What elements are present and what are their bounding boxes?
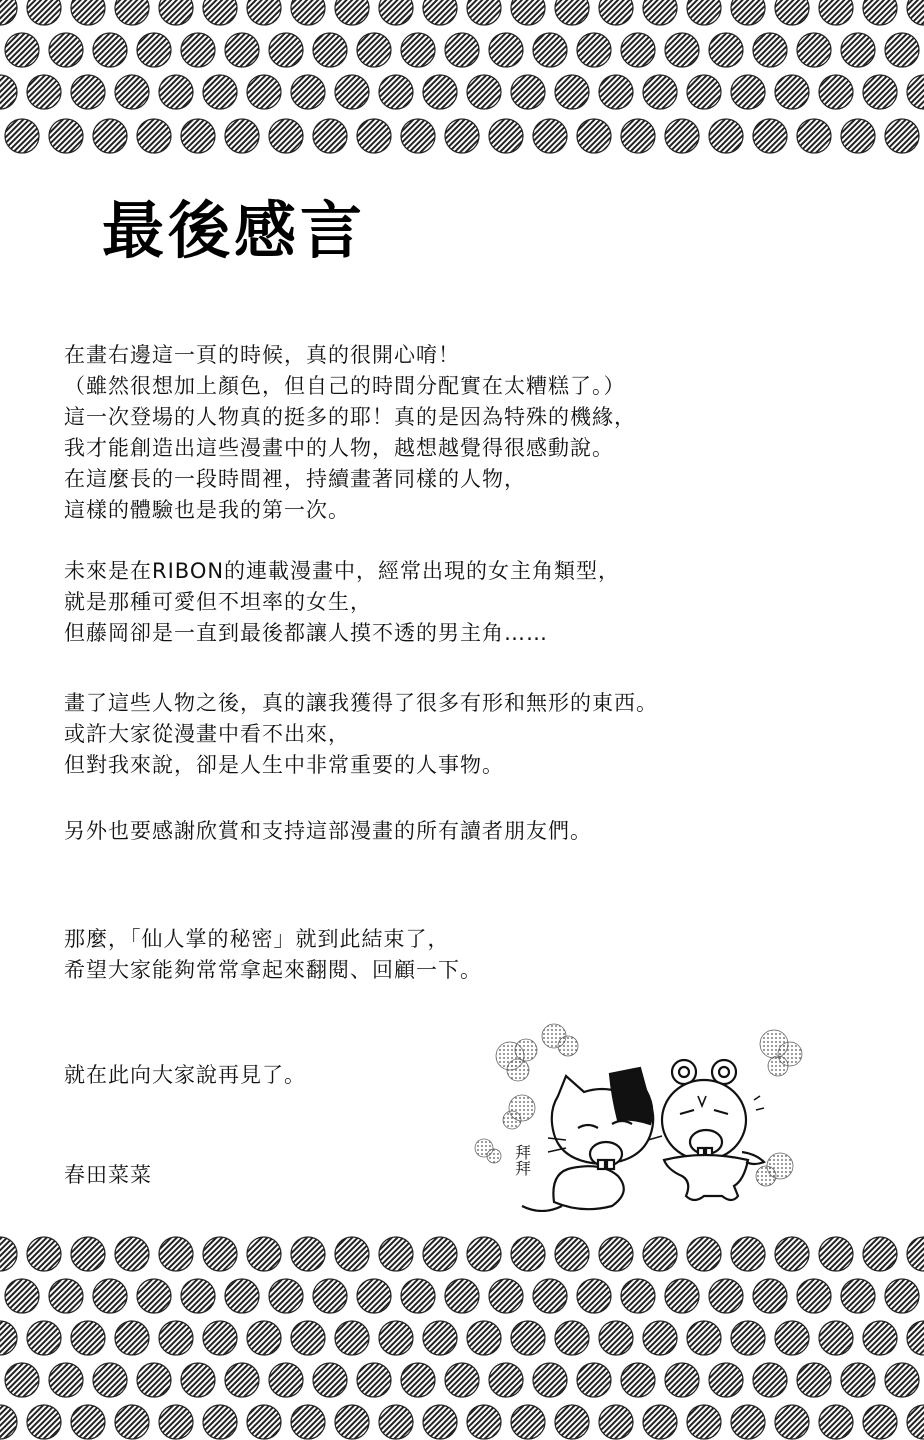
pattern-dot [599,75,633,109]
pattern-dot [93,119,127,153]
characters-illustration [462,1016,832,1212]
pattern-dot [885,1363,919,1397]
pattern-dot [137,33,171,67]
pattern-dot [511,1405,545,1439]
pattern-dot [731,0,765,25]
text-line: 但對我來說，卻是人生中非常重要的人事物。 [64,753,504,777]
text-line: 另外也要感謝欣賞和支持這部漫畫的所有讀者朋友們。 [64,819,592,843]
pattern-dot [489,1279,523,1313]
pattern-dot [467,75,501,109]
pattern-dot [599,1405,633,1439]
text-line: 在畫右邊這一頁的時候，真的很開心唷！ [64,343,460,367]
dot-pattern-bottom [0,1232,924,1440]
pattern-dot [71,0,105,25]
pattern-dot [247,1405,281,1439]
pattern-dot [753,1363,787,1397]
pattern-dot [797,119,831,153]
text-line: 這一次登場的人物真的挺多的耶！真的是因為特殊的機緣， [64,405,636,429]
pattern-dot [93,1279,127,1313]
pattern-dot [379,75,413,109]
pattern-dot [643,1237,677,1271]
pattern-dot [115,1405,149,1439]
pattern-dot [247,0,281,25]
pattern-dot [555,1237,589,1271]
pattern-dot [643,0,677,25]
pattern-dot [753,1279,787,1313]
pattern-dot [423,1237,457,1271]
pattern-dot [159,1237,193,1271]
pattern-dot [555,75,589,109]
pattern-dot [753,33,787,67]
pattern-dot [357,1279,391,1313]
pattern-dot [335,75,369,109]
pattern-dot [577,1279,611,1313]
pattern-dot [225,119,259,153]
text-line: 希望大家能夠常常拿起來翻閱、回顧一下。 [64,958,482,982]
pattern-dot [489,1363,523,1397]
pattern-dot [731,1405,765,1439]
pattern-dot [5,1279,39,1313]
pattern-dot [797,33,831,67]
pattern-dot [621,1363,655,1397]
pattern-dot [5,33,39,67]
pattern-dot [599,1237,633,1271]
pattern-dot [159,1321,193,1355]
pattern-dot [137,119,171,153]
pattern-dot [335,1237,369,1271]
pattern-dot [643,75,677,109]
pattern-dot [27,1405,61,1439]
pattern-dot [841,119,875,153]
pattern-dot [71,1237,105,1271]
pattern-dot [489,119,523,153]
pattern-dot [269,33,303,67]
pattern-dot [863,1237,897,1271]
text-line: 就在此向大家說再見了。 [64,1063,306,1087]
pattern-dot [291,1321,325,1355]
text-line: 就是那種可愛但不坦率的女生， [64,590,372,614]
pattern-dot [753,119,787,153]
pattern-dot [313,33,347,67]
pattern-dot [247,75,281,109]
pattern-dot [907,1405,924,1439]
pattern-dot [27,1237,61,1271]
pattern-dot [885,1279,919,1313]
bear-character [662,1060,764,1200]
pattern-dot [533,1363,567,1397]
pattern-dot [907,0,924,25]
pattern-dot [599,1321,633,1355]
cat-character [522,1068,662,1211]
text-line: 未來是在RIBON的連載漫畫中，經常出現的女主角類型， [64,559,621,583]
paragraph-thanks [64,340,636,526]
pattern-dot [115,75,149,109]
pattern-dot [115,0,149,25]
pattern-dot [467,1237,501,1271]
pattern-dot [533,119,567,153]
pattern-dot [577,119,611,153]
pattern-dot [511,1237,545,1271]
pattern-dot [269,119,303,153]
pattern-dot [687,1405,721,1439]
pattern-dot [819,1237,853,1271]
pattern-dot [665,1363,699,1397]
pattern-dot [93,1363,127,1397]
pattern-dot [379,1321,413,1355]
author-signature [64,1160,152,1191]
pattern-dot [775,1405,809,1439]
pattern-dot [709,1279,743,1313]
pattern-dot [467,1321,501,1355]
pattern-dot [775,1237,809,1271]
pattern-dot [357,33,391,67]
bye-text: 拜拜 [512,1144,532,1176]
pattern-dot [797,1279,831,1313]
pattern-dot [423,75,457,109]
pattern-dot [841,33,875,67]
pattern-dot [731,1321,765,1355]
pattern-dot [555,1405,589,1439]
pattern-dot [203,1405,237,1439]
pattern-dot [423,0,457,25]
pattern-dot [687,1321,721,1355]
pattern-dot [841,1279,875,1313]
pattern-dot [401,1279,435,1313]
pattern-dot [621,1279,655,1313]
pattern-dot [511,75,545,109]
pattern-dot [511,0,545,25]
pattern-dot [467,0,501,25]
pattern-dot [291,75,325,109]
pattern-dot [621,33,655,67]
pattern-dot [0,0,17,25]
pattern-dot [665,33,699,67]
pattern-dot [775,1321,809,1355]
pattern-dot [71,75,105,109]
text-line: 那麼，「仙人掌的秘密」就到此結束了， [64,927,450,951]
pattern-dot [247,1237,281,1271]
pattern-dot [687,0,721,25]
pattern-dot [225,1279,259,1313]
pattern-dot [379,0,413,25]
pattern-dot [819,0,853,25]
pattern-dot [357,1363,391,1397]
pattern-dot [335,0,369,25]
pattern-dot [709,1363,743,1397]
pattern-dot [0,1237,17,1271]
pattern-dot [137,1363,171,1397]
pattern-dot [71,1405,105,1439]
pattern-dot [665,119,699,153]
pattern-dot [181,1279,215,1313]
pattern-dot [731,1237,765,1271]
pattern-dot [709,119,743,153]
pattern-dot [621,119,655,153]
pattern-dot [93,33,127,67]
pattern-dot [445,33,479,67]
paragraph-characters [64,556,620,649]
pattern-dot [247,1321,281,1355]
pattern-dot [203,1321,237,1355]
pattern-dot [137,1279,171,1313]
pattern-dot [71,1321,105,1355]
pattern-dot [445,119,479,153]
pattern-dot [115,1237,149,1271]
pattern-dot [599,0,633,25]
pattern-dot [555,0,589,25]
page-title: 最後感言 [102,194,367,267]
pattern-dot [731,75,765,109]
pattern-dot [181,119,215,153]
pattern-dot [181,1363,215,1397]
pattern-dot [489,33,523,67]
pattern-dot [5,119,39,153]
paragraph-gains [64,688,658,781]
paragraph-ending [64,924,482,986]
pattern-dot [313,119,347,153]
pattern-dot [467,1405,501,1439]
pattern-dot [445,1279,479,1313]
pattern-dot [577,1363,611,1397]
author-name: 春田菜菜 [64,1163,152,1187]
pattern-dot [357,119,391,153]
pattern-dot [203,1237,237,1271]
pattern-dot [841,1363,875,1397]
pattern-dot [863,0,897,25]
pattern-dot [643,1405,677,1439]
pattern-dot [819,1321,853,1355]
pattern-dot [335,1321,369,1355]
pattern-dot [775,0,809,25]
pattern-dot [709,33,743,67]
paragraph-readers [64,816,592,847]
pattern-dot [819,75,853,109]
pattern-dot [533,1279,567,1313]
pattern-dot [5,1363,39,1397]
pattern-dot [423,1321,457,1355]
pattern-dot [555,1321,589,1355]
pattern-dot [203,75,237,109]
pattern-dot [27,1321,61,1355]
pattern-dot [225,33,259,67]
pattern-dot [863,75,897,109]
text-line: 這樣的體驗也是我的第一次。 [64,498,350,522]
pattern-dot [0,75,17,109]
pattern-dot [0,1405,17,1439]
pattern-dot [335,1405,369,1439]
pattern-dot [49,33,83,67]
pattern-dot [775,75,809,109]
pattern-dot [401,1363,435,1397]
pattern-dot [49,1363,83,1397]
pattern-dot [159,1405,193,1439]
pattern-dot [181,33,215,67]
pattern-dot [445,1363,479,1397]
pattern-dot [115,1321,149,1355]
pattern-dot [49,119,83,153]
pattern-dot [291,1237,325,1271]
pattern-dot [0,1321,17,1355]
pattern-dot [379,1405,413,1439]
pattern-dot [533,33,567,67]
pattern-dot [423,1405,457,1439]
pattern-dot [49,1279,83,1313]
pattern-dot [159,75,193,109]
pattern-dot [885,119,919,153]
pattern-dot [577,33,611,67]
pattern-dot [313,1279,347,1313]
text-line: 我才能創造出這些漫畫中的人物，越想越覺得很感動說。 [64,436,614,460]
text-line: 在這麼長的一段時間裡，持續畫著同樣的人物， [64,467,526,491]
text-line: 畫了這些人物之後，真的讓我獲得了很多有形和無形的東西。 [64,691,658,715]
text-line: 或許大家從漫畫中看不出來， [64,722,350,746]
pattern-dot [687,1237,721,1271]
pattern-dot [379,1237,413,1271]
pattern-dot [291,0,325,25]
pattern-dot [269,1363,303,1397]
text-line: （雖然很想加上顏色，但自己的時間分配實在太糟糕了。） [64,374,626,398]
pattern-dot [907,1321,924,1355]
pattern-dot [643,1321,677,1355]
pattern-dot [401,33,435,67]
dot-pattern-top [0,0,924,162]
text-line: 但藤岡卻是一直到最後都讓人摸不透的男主角…… [64,621,548,645]
pattern-dot [885,33,919,67]
pattern-dot [863,1321,897,1355]
pattern-dot [27,0,61,25]
pattern-dot [159,0,193,25]
pattern-dot [225,1363,259,1397]
pattern-dot [401,119,435,153]
paragraph-goodbye [64,1060,306,1091]
pattern-dot [687,75,721,109]
pattern-dot [665,1279,699,1313]
pattern-dot [907,1237,924,1271]
pattern-dot [797,1363,831,1397]
pattern-dot [819,1405,853,1439]
pattern-dot [27,75,61,109]
pattern-dot [203,0,237,25]
pattern-dot [863,1405,897,1439]
pattern-dot [511,1321,545,1355]
pattern-dot [313,1363,347,1397]
pattern-dot [269,1279,303,1313]
pattern-dot [291,1405,325,1439]
pattern-dot [907,75,924,109]
